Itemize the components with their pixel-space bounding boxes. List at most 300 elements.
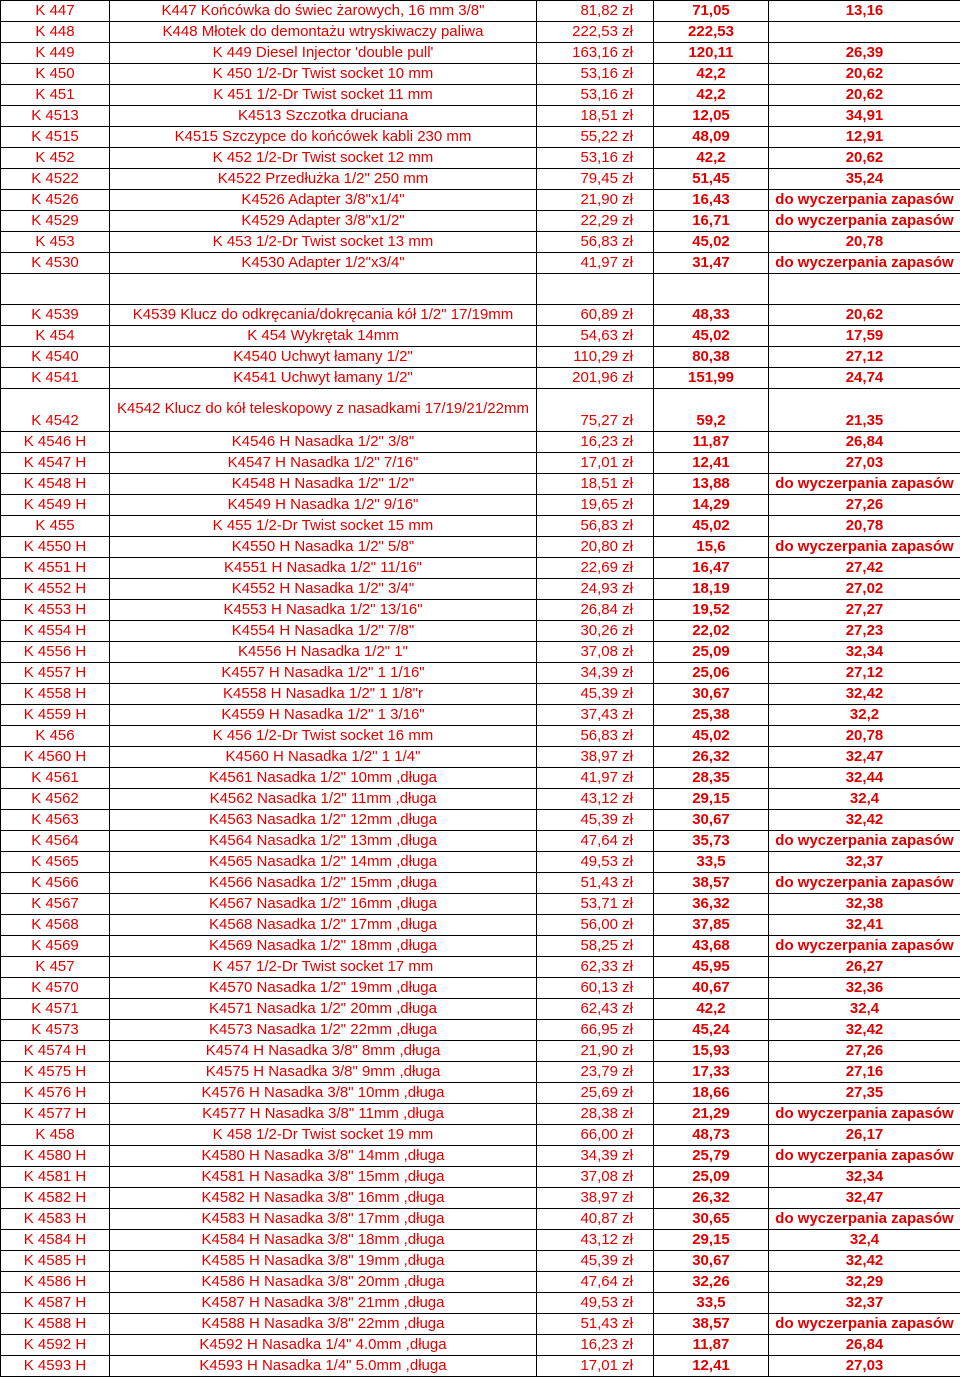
net-price-cell: 18,19 (654, 579, 769, 600)
product-code-cell: K 4556 H (1, 642, 110, 663)
table-row (1, 232, 960, 253)
discount-percent-cell: do wyczerpania zapasów (769, 474, 960, 495)
product-name-cell: K4529 Adapter 3/8"x1/2" (110, 211, 537, 232)
net-price-cell: 16,43 (654, 190, 769, 211)
net-price-cell: 35,73 (654, 831, 769, 852)
table-row (1, 726, 960, 747)
net-price-cell: 38,57 (654, 1314, 769, 1335)
product-name-cell: K4583 H Nasadka 3/8" 17mm ,długa (110, 1209, 537, 1230)
product-code-cell: K 4563 (1, 810, 110, 831)
product-code-cell: K 4588 H (1, 1314, 110, 1335)
discount-percent-cell: do wyczerpania zapasów (769, 211, 960, 232)
table-row (1, 1230, 960, 1251)
product-name-cell: K4515 Szczypce do końcówek kabli 230 mm (110, 127, 537, 148)
product-code-cell: K 448 (1, 22, 110, 43)
gross-price-cell: 49,53 zł (537, 852, 654, 873)
product-name-cell: K4580 H Nasadka 3/8" 14mm ,długa (110, 1146, 537, 1167)
product-name-cell: K4587 H Nasadka 3/8" 21mm ,długa (110, 1293, 537, 1314)
gross-price-cell: 37,08 zł (537, 642, 654, 663)
gross-price-cell: 60,89 zł (537, 305, 654, 326)
gross-price-cell: 34,39 zł (537, 1146, 654, 1167)
net-price-cell: 29,15 (654, 789, 769, 810)
table-row (1, 1314, 960, 1335)
product-name-cell: K4582 H Nasadka 3/8" 16mm ,długa (110, 1188, 537, 1209)
table-row (1, 495, 960, 516)
table-row (1, 537, 960, 558)
product-name-cell: K4550 H Nasadka 1/2" 5/8" (110, 537, 537, 558)
gross-price-cell: 43,12 zł (537, 789, 654, 810)
gross-price-cell: 53,16 zł (537, 64, 654, 85)
product-name-cell: K447 Końcówka do świec żarowych, 16 mm 3/8" (110, 1, 537, 22)
discount-percent-cell: 20,62 (769, 305, 960, 326)
gross-price-cell: 20,80 zł (537, 537, 654, 558)
table-row (1, 453, 960, 474)
discount-percent-cell: do wyczerpania zapasów (769, 873, 960, 894)
discount-percent-cell: 20,62 (769, 85, 960, 106)
gross-price-cell: 62,33 zł (537, 957, 654, 978)
table-row (1, 1335, 960, 1356)
product-name-cell: K 457 1/2-Dr Twist socket 17 mm (110, 957, 537, 978)
product-name-cell: K4558 H Nasadka 1/2" 1 1/8"r (110, 684, 537, 705)
discount-percent-cell: 27,35 (769, 1083, 960, 1104)
net-price-cell: 45,02 (654, 326, 769, 347)
discount-percent-cell: 32,42 (769, 684, 960, 705)
gross-price-cell: 56,83 zł (537, 516, 654, 537)
discount-percent-cell: 27,26 (769, 495, 960, 516)
discount-percent-cell: 32,4 (769, 1230, 960, 1251)
table-row (1, 747, 960, 768)
product-code-cell: K 4549 H (1, 495, 110, 516)
product-name-cell: K4576 H Nasadka 3/8" 10mm ,długa (110, 1083, 537, 1104)
product-code-cell: K 4548 H (1, 474, 110, 495)
discount-percent-cell: 32,34 (769, 1167, 960, 1188)
product-code-cell: K 458 (1, 1125, 110, 1146)
product-code-cell: K 457 (1, 957, 110, 978)
discount-percent-cell: 26,84 (769, 432, 960, 453)
net-price-cell: 29,15 (654, 1230, 769, 1251)
discount-percent-cell: 27,26 (769, 1041, 960, 1062)
net-price-cell: 11,87 (654, 432, 769, 453)
spacer-cell (1, 274, 110, 305)
table-row (1, 347, 960, 368)
gross-price-cell: 38,97 zł (537, 1188, 654, 1209)
net-price-cell: 13,88 (654, 474, 769, 495)
table-row (1, 810, 960, 831)
discount-percent-cell: do wyczerpania zapasów (769, 936, 960, 957)
net-price-cell: 31,47 (654, 253, 769, 274)
discount-percent-cell: 27,42 (769, 558, 960, 579)
product-code-cell: K 4586 H (1, 1272, 110, 1293)
product-code-cell: K 447 (1, 1, 110, 22)
discount-percent-cell: 27,02 (769, 579, 960, 600)
product-name-cell: K4577 H Nasadka 3/8" 11mm ,długa (110, 1104, 537, 1125)
discount-percent-cell: 32,42 (769, 1020, 960, 1041)
product-name-cell: K4563 Nasadka 1/2" 12mm ,długa (110, 810, 537, 831)
product-name-cell: K 451 1/2-Dr Twist socket 11 mm (110, 85, 537, 106)
product-code-cell: K 4560 H (1, 747, 110, 768)
table-row (1, 1, 960, 22)
net-price-cell: 40,67 (654, 978, 769, 999)
product-name-cell: K4557 H Nasadka 1/2" 1 1/16" (110, 663, 537, 684)
product-name-cell: K4546 H Nasadka 1/2" 3/8" (110, 432, 537, 453)
product-name-cell: K 456 1/2-Dr Twist socket 16 mm (110, 726, 537, 747)
net-price-cell: 17,33 (654, 1062, 769, 1083)
net-price-cell: 25,06 (654, 663, 769, 684)
net-price-cell: 30,67 (654, 810, 769, 831)
product-code-cell: K 4576 H (1, 1083, 110, 1104)
product-code-cell: K 4571 (1, 999, 110, 1020)
product-name-cell: K4554 H Nasadka 1/2" 7/8" (110, 621, 537, 642)
net-price-cell: 33,5 (654, 1293, 769, 1314)
product-name-cell: K4522 Przedłużka 1/2" 250 mm (110, 169, 537, 190)
discount-percent-cell: do wyczerpania zapasów (769, 190, 960, 211)
gross-price-cell: 18,51 zł (537, 106, 654, 127)
product-name-cell: K4552 H Nasadka 1/2" 3/4" (110, 579, 537, 600)
table-row (1, 1356, 960, 1377)
gross-price-cell: 51,43 zł (537, 1314, 654, 1335)
discount-percent-cell: 20,62 (769, 64, 960, 85)
discount-percent-cell: 27,03 (769, 1356, 960, 1377)
table-row (1, 1272, 960, 1293)
gross-price-cell: 53,71 zł (537, 894, 654, 915)
gross-price-cell: 34,39 zł (537, 663, 654, 684)
product-code-cell: K 4515 (1, 127, 110, 148)
product-name-cell: K4561 Nasadka 1/2" 10mm ,długa (110, 768, 537, 789)
gross-price-cell: 49,53 zł (537, 1293, 654, 1314)
table-row (1, 873, 960, 894)
product-code-cell: K 4567 (1, 894, 110, 915)
discount-percent-cell (769, 22, 960, 43)
net-price-cell: 48,33 (654, 305, 769, 326)
product-name-cell: K4541 Uchwyt łamany 1/2" (110, 368, 537, 389)
table-row (1, 1020, 960, 1041)
discount-percent-cell: 27,12 (769, 347, 960, 368)
discount-percent-cell: 17,59 (769, 326, 960, 347)
table-row (1, 663, 960, 684)
gross-price-cell: 43,12 zł (537, 1230, 654, 1251)
net-price-cell: 45,02 (654, 726, 769, 747)
gross-price-cell: 21,90 zł (537, 1041, 654, 1062)
net-price-cell: 36,32 (654, 894, 769, 915)
table-row (1, 190, 960, 211)
net-price-cell: 25,09 (654, 642, 769, 663)
table-row (1, 1041, 960, 1062)
net-price-cell: 42,2 (654, 999, 769, 1020)
product-code-cell: K 450 (1, 64, 110, 85)
gross-price-cell: 79,45 zł (537, 169, 654, 190)
product-code-cell: K 4550 H (1, 537, 110, 558)
net-price-cell: 28,35 (654, 768, 769, 789)
net-price-cell: 25,38 (654, 705, 769, 726)
product-code-cell: K 4542 (1, 389, 110, 432)
product-code-cell: K 4585 H (1, 1251, 110, 1272)
product-code-cell: K 4566 (1, 873, 110, 894)
product-name-cell: K 450 1/2-Dr Twist socket 10 mm (110, 64, 537, 85)
net-price-cell: 22,02 (654, 621, 769, 642)
product-code-cell: K 4583 H (1, 1209, 110, 1230)
gross-price-cell: 51,43 zł (537, 873, 654, 894)
product-code-cell: K 4581 H (1, 1167, 110, 1188)
net-price-cell: 19,52 (654, 600, 769, 621)
product-code-cell: K 4513 (1, 106, 110, 127)
product-code-cell: K 4569 (1, 936, 110, 957)
product-name-cell: K448 Młotek do demontażu wtryskiwaczy paliwa (110, 22, 537, 43)
product-code-cell: K 4552 H (1, 579, 110, 600)
product-code-cell: K 4577 H (1, 1104, 110, 1125)
product-name-cell: K4570 Nasadka 1/2" 19mm ,długa (110, 978, 537, 999)
product-name-cell: K4567 Nasadka 1/2" 16mm ,długa (110, 894, 537, 915)
net-price-cell: 26,32 (654, 1188, 769, 1209)
table-row (1, 789, 960, 810)
discount-percent-cell: 32,37 (769, 1293, 960, 1314)
net-price-cell: 48,09 (654, 127, 769, 148)
table-row (1, 1188, 960, 1209)
product-name-cell: K 455 1/2-Dr Twist socket 15 mm (110, 516, 537, 537)
product-code-cell: K 4570 (1, 978, 110, 999)
product-code-cell: K 4541 (1, 368, 110, 389)
product-code-cell: K 4540 (1, 347, 110, 368)
discount-percent-cell: 32,47 (769, 747, 960, 768)
discount-percent-cell: 32,34 (769, 642, 960, 663)
product-code-cell: K 4522 (1, 169, 110, 190)
net-price-cell: 16,71 (654, 211, 769, 232)
product-code-cell: K 4565 (1, 852, 110, 873)
gross-price-cell: 37,08 zł (537, 1167, 654, 1188)
net-price-cell: 11,87 (654, 1335, 769, 1356)
gross-price-cell: 22,29 zł (537, 211, 654, 232)
product-name-cell: K 454 Wykrętak 14mm (110, 326, 537, 347)
gross-price-cell: 222,53 zł (537, 22, 654, 43)
product-code-cell: K 4592 H (1, 1335, 110, 1356)
gross-price-cell: 47,64 zł (537, 831, 654, 852)
table-row (1, 127, 960, 148)
table-row (1, 1083, 960, 1104)
gross-price-cell: 22,69 zł (537, 558, 654, 579)
discount-percent-cell: 32,4 (769, 789, 960, 810)
net-price-cell: 16,47 (654, 558, 769, 579)
table-row (1, 978, 960, 999)
gross-price-cell: 56,00 zł (537, 915, 654, 936)
table-row (1, 999, 960, 1020)
discount-percent-cell: 32,47 (769, 1188, 960, 1209)
gross-price-cell: 26,84 zł (537, 600, 654, 621)
product-code-cell: K 4558 H (1, 684, 110, 705)
gross-price-cell: 58,25 zł (537, 936, 654, 957)
discount-percent-cell: 20,78 (769, 726, 960, 747)
product-code-cell: K 4574 H (1, 1041, 110, 1062)
product-code-cell: K 4575 H (1, 1062, 110, 1083)
gross-price-cell: 66,95 zł (537, 1020, 654, 1041)
discount-percent-cell: 32,2 (769, 705, 960, 726)
gross-price-cell: 19,65 zł (537, 495, 654, 516)
discount-percent-cell: 24,74 (769, 368, 960, 389)
gross-price-cell: 24,93 zł (537, 579, 654, 600)
net-price-cell: 51,45 (654, 169, 769, 190)
net-price-cell: 21,29 (654, 1104, 769, 1125)
spacer-cell (654, 274, 769, 305)
table-row (1, 368, 960, 389)
product-code-cell: K 453 (1, 232, 110, 253)
gross-price-cell: 55,22 zł (537, 127, 654, 148)
product-name-cell: K4559 H Nasadka 1/2" 1 3/16" (110, 705, 537, 726)
table-row (1, 1104, 960, 1125)
table-row (1, 915, 960, 936)
discount-percent-cell: 12,91 (769, 127, 960, 148)
net-price-cell: 45,95 (654, 957, 769, 978)
table-row (1, 1125, 960, 1146)
discount-percent-cell: do wyczerpania zapasów (769, 1104, 960, 1125)
net-price-cell: 15,6 (654, 537, 769, 558)
product-name-cell: K4569 Nasadka 1/2" 18mm ,długa (110, 936, 537, 957)
discount-percent-cell: 32,4 (769, 999, 960, 1020)
table-row (1, 305, 960, 326)
net-price-cell: 48,73 (654, 1125, 769, 1146)
discount-percent-cell: do wyczerpania zapasów (769, 537, 960, 558)
discount-percent-cell: do wyczerpania zapasów (769, 831, 960, 852)
gross-price-cell: 45,39 zł (537, 684, 654, 705)
table-row (1, 148, 960, 169)
product-code-cell: K 4584 H (1, 1230, 110, 1251)
table-row (1, 64, 960, 85)
table-row (1, 516, 960, 537)
gross-price-cell: 40,87 zł (537, 1209, 654, 1230)
table-row (1, 642, 960, 663)
product-name-cell: K4565 Nasadka 1/2" 14mm ,długa (110, 852, 537, 873)
gross-price-cell: 47,64 zł (537, 1272, 654, 1293)
discount-percent-cell: 27,03 (769, 453, 960, 474)
net-price-cell: 42,2 (654, 64, 769, 85)
net-price-cell: 33,5 (654, 852, 769, 873)
price-list-body (1, 1, 960, 1377)
net-price-cell: 14,29 (654, 495, 769, 516)
product-code-cell: K 4539 (1, 305, 110, 326)
gross-price-cell: 56,83 zł (537, 726, 654, 747)
discount-percent-cell: 32,29 (769, 1272, 960, 1293)
product-code-cell: K 4557 H (1, 663, 110, 684)
table-row (1, 1209, 960, 1230)
spacer-cell (769, 274, 960, 305)
gross-price-cell: 25,69 zł (537, 1083, 654, 1104)
net-price-cell: 12,41 (654, 1356, 769, 1377)
product-code-cell: K 4587 H (1, 1293, 110, 1314)
product-code-cell: K 451 (1, 85, 110, 106)
product-name-cell: K4539 Klucz do odkręcania/dokręcania kół 1/2" 17/19mm (110, 305, 537, 326)
gross-price-cell: 53,16 zł (537, 85, 654, 106)
gross-price-cell: 66,00 zł (537, 1125, 654, 1146)
gross-price-cell: 30,26 zł (537, 621, 654, 642)
discount-percent-cell: do wyczerpania zapasów (769, 253, 960, 274)
gross-price-cell: 17,01 zł (537, 1356, 654, 1377)
product-name-cell: K4513 Szczotka druciana (110, 106, 537, 127)
product-code-cell: K 4530 (1, 253, 110, 274)
discount-percent-cell: 32,36 (769, 978, 960, 999)
table-row (1, 621, 960, 642)
gross-price-cell: 23,79 zł (537, 1062, 654, 1083)
net-price-cell: 120,11 (654, 43, 769, 64)
spacer-row (1, 274, 960, 305)
net-price-cell: 12,41 (654, 453, 769, 474)
gross-price-cell: 28,38 zł (537, 1104, 654, 1125)
product-name-cell: K4585 H Nasadka 3/8" 19mm ,długa (110, 1251, 537, 1272)
gross-price-cell: 17,01 zł (537, 453, 654, 474)
gross-price-cell: 81,82 zł (537, 1, 654, 22)
net-price-cell: 80,38 (654, 347, 769, 368)
table-row (1, 936, 960, 957)
product-code-cell: K 4547 H (1, 453, 110, 474)
discount-percent-cell: 32,42 (769, 1251, 960, 1272)
product-name-cell: K4551 H Nasadka 1/2" 11/16" (110, 558, 537, 579)
product-name-cell: K4588 H Nasadka 3/8" 22mm ,długa (110, 1314, 537, 1335)
discount-percent-cell: 20,62 (769, 148, 960, 169)
table-row (1, 474, 960, 495)
gross-price-cell: 37,43 zł (537, 705, 654, 726)
product-name-cell: K4592 H Nasadka 1/4" 4.0mm ,długa (110, 1335, 537, 1356)
product-name-cell: K4568 Nasadka 1/2" 17mm ,długa (110, 915, 537, 936)
table-row (1, 85, 960, 106)
discount-percent-cell: 26,84 (769, 1335, 960, 1356)
product-name-cell: K 449 Diesel Injector 'double pull' (110, 43, 537, 64)
product-code-cell: K 4573 (1, 1020, 110, 1041)
gross-price-cell: 201,96 zł (537, 368, 654, 389)
product-name-cell: K4547 H Nasadka 1/2" 7/16" (110, 453, 537, 474)
table-row (1, 957, 960, 978)
discount-percent-cell: 27,16 (769, 1062, 960, 1083)
table-row (1, 106, 960, 127)
discount-percent-cell: 21,35 (769, 389, 960, 432)
product-code-cell: K 4554 H (1, 621, 110, 642)
gross-price-cell: 18,51 zł (537, 474, 654, 495)
net-price-cell: 222,53 (654, 22, 769, 43)
product-code-cell: K 4559 H (1, 705, 110, 726)
product-name-cell: K4562 Nasadka 1/2" 11mm ,długa (110, 789, 537, 810)
product-name-cell: K4571 Nasadka 1/2" 20mm ,długa (110, 999, 537, 1020)
table-row (1, 1146, 960, 1167)
table-row (1, 211, 960, 232)
product-code-cell: K 4546 H (1, 432, 110, 453)
product-name-cell: K4581 H Nasadka 3/8" 15mm ,długa (110, 1167, 537, 1188)
gross-price-cell: 110,29 zł (537, 347, 654, 368)
product-name-cell: K4584 H Nasadka 3/8" 18mm ,długa (110, 1230, 537, 1251)
product-code-cell: K 455 (1, 516, 110, 537)
gross-price-cell: 56,83 zł (537, 232, 654, 253)
product-code-cell: K 4551 H (1, 558, 110, 579)
product-name-cell: K4573 Nasadka 1/2" 22mm ,długa (110, 1020, 537, 1041)
table-row (1, 1062, 960, 1083)
product-code-cell: K 4564 (1, 831, 110, 852)
net-price-cell: 25,79 (654, 1146, 769, 1167)
product-name-cell: K4593 H Nasadka 1/4" 5.0mm ,długa (110, 1356, 537, 1377)
gross-price-cell: 163,16 zł (537, 43, 654, 64)
discount-percent-cell: do wyczerpania zapasów (769, 1209, 960, 1230)
net-price-cell: 25,09 (654, 1167, 769, 1188)
net-price-cell: 30,67 (654, 1251, 769, 1272)
product-name-cell: K4566 Nasadka 1/2" 15mm ,długa (110, 873, 537, 894)
net-price-cell: 151,99 (654, 368, 769, 389)
discount-percent-cell: do wyczerpania zapasów (769, 1314, 960, 1335)
table-row (1, 43, 960, 64)
gross-price-cell: 53,16 zł (537, 148, 654, 169)
net-price-cell: 12,05 (654, 106, 769, 127)
net-price-cell: 30,65 (654, 1209, 769, 1230)
table-row (1, 705, 960, 726)
table-row (1, 1251, 960, 1272)
product-name-cell: K4540 Uchwyt łamany 1/2" (110, 347, 537, 368)
net-price-cell: 26,32 (654, 747, 769, 768)
gross-price-cell: 62,43 zł (537, 999, 654, 1020)
net-price-cell: 43,68 (654, 936, 769, 957)
product-name-cell: K4542 Klucz do kół teleskopowy z nasadkami 17/19/21/22mm (110, 389, 537, 432)
discount-percent-cell: 26,17 (769, 1125, 960, 1146)
